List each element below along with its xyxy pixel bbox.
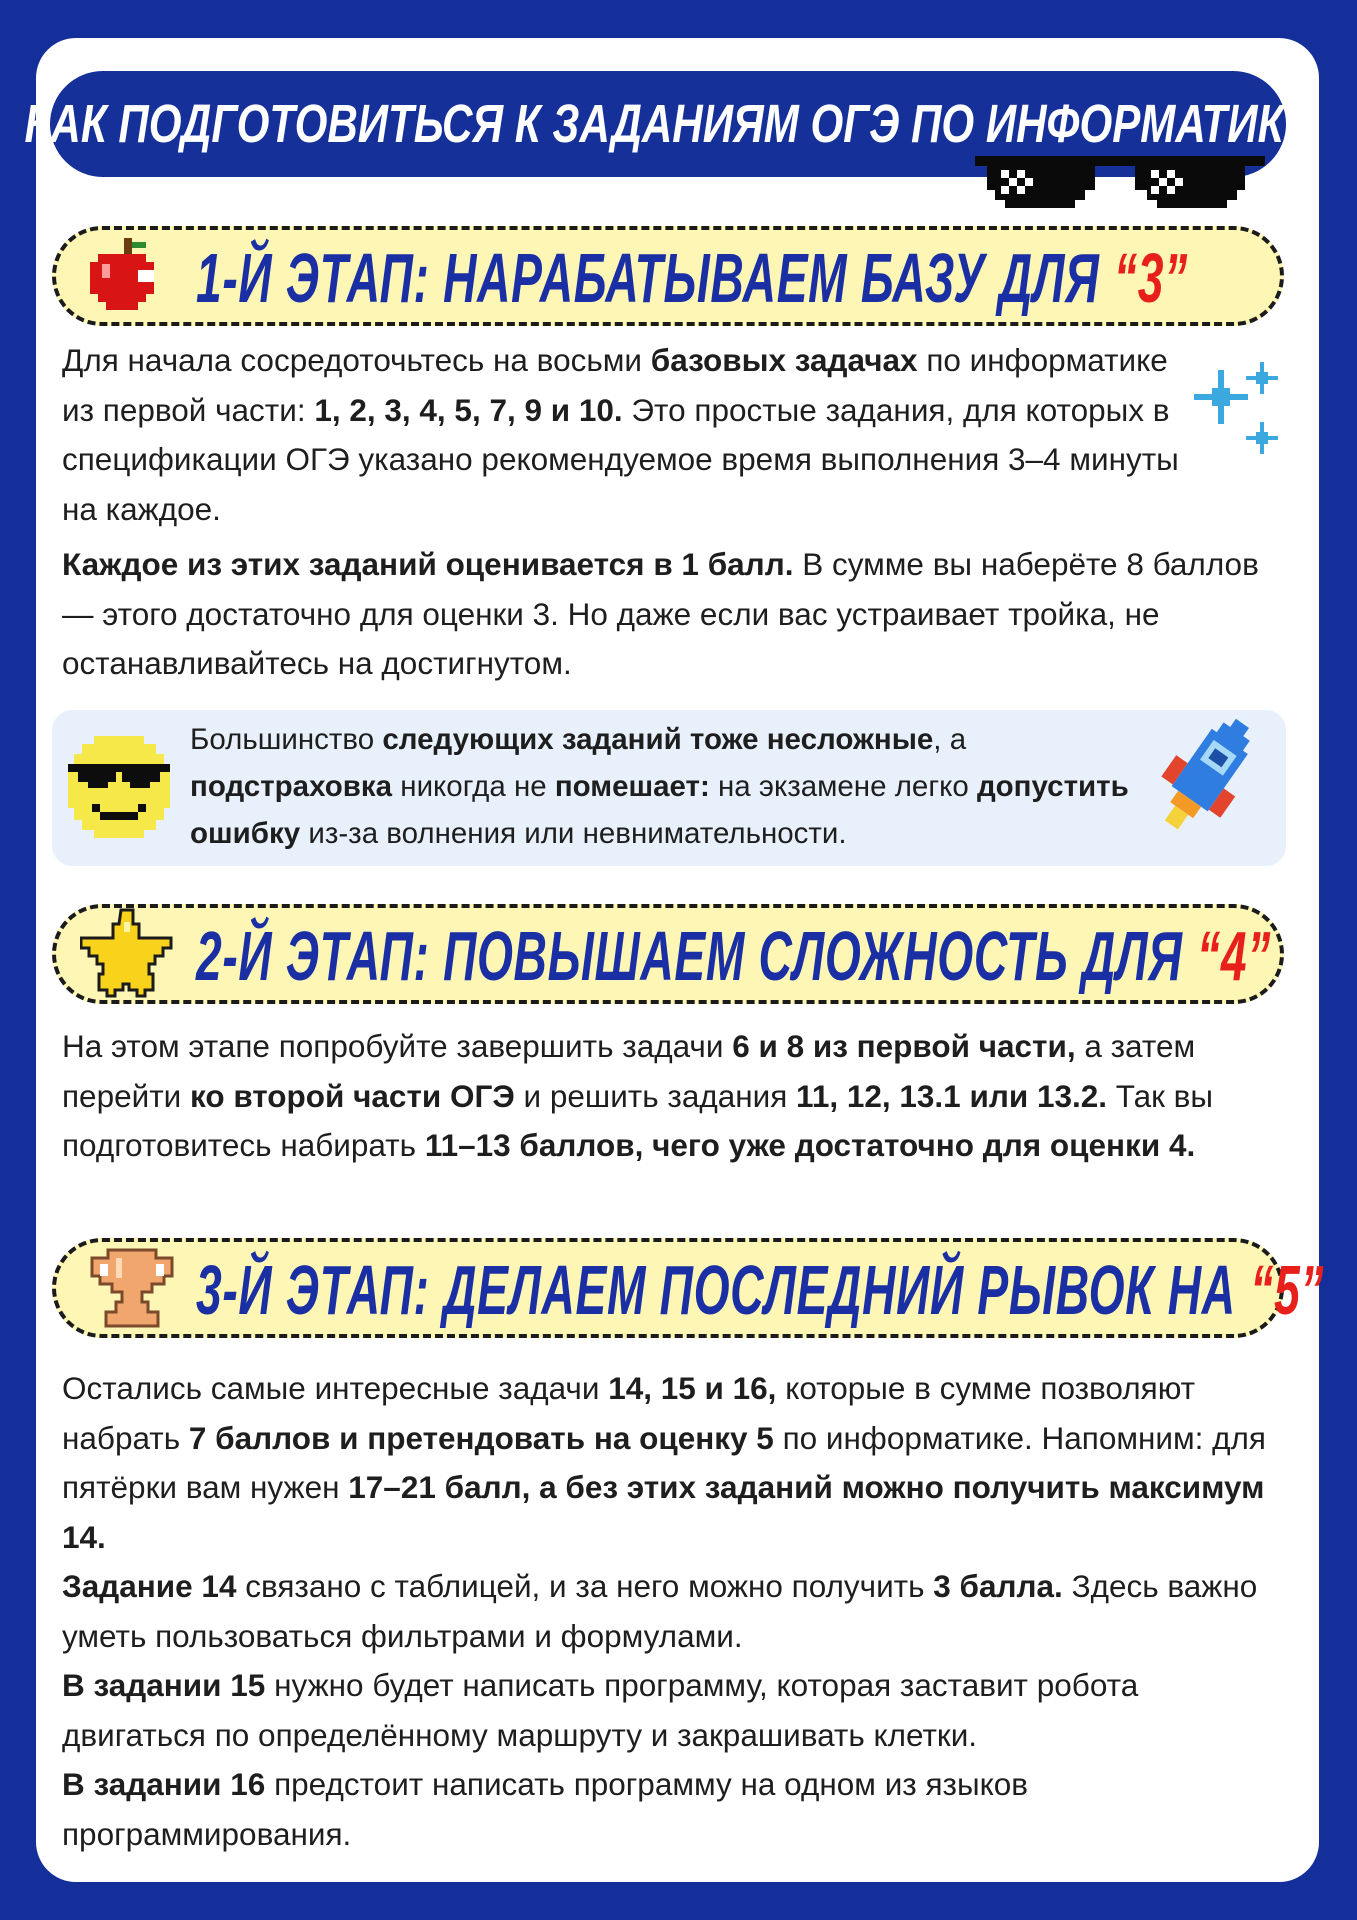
tip-text [190,716,1150,857]
text-run: 6 и 8 из первой части, [732,1028,1076,1064]
stage2-grade: “4” [1197,917,1272,995]
text-run: предстоит написать программу на одном из языков программирования. [62,1766,1029,1852]
text-run: В задании 16 [62,1766,266,1802]
stage3-title-text: 3-Й ЭТАП: ДЕЛАЕМ ПОСЛЕДНИЙ РЫВОК НА [196,1251,1236,1329]
stage3-paragraph-1 [62,1364,1277,1562]
stage1-paragraph-1 [62,336,1187,534]
sparkle-icon [1190,360,1290,470]
text-run: Задание 14 [62,1568,237,1604]
stage2-paragraph-1 [62,1022,1277,1171]
stage3-grade: “5” [1250,1251,1325,1329]
text-run: 11, 12, 13.1 или 13.2. [796,1077,1108,1114]
text-run: и решить задания [514,1077,797,1114]
text-run: Так вы подготовитесь набирать [62,1077,1214,1163]
stage2-title-text: 2-Й ЭТАП: ПОВЫШАЕМ СЛОЖНОСТЬ ДЛЯ [196,917,1183,995]
text-run: 7 баллов и претендовать на оценку 5 [188,1419,774,1456]
stage1-banner [52,226,1284,326]
text-run: допустить ошибку [190,770,1129,850]
stage2-banner [52,904,1284,1004]
text-run: Для начала сосредоточьтесь на восьми [62,342,651,378]
text-run: помешает: [554,770,710,803]
stage3-paragraph-2 [62,1562,1277,1661]
stage1-paragraph-2 [62,540,1277,689]
pixel-apple-icon [80,236,164,318]
stage3-title [196,1248,1324,1332]
stage2-title [196,914,1271,998]
text-run: 11–13 баллов, чего уже достаточно для оценки 4. [424,1127,1196,1163]
text-run: а затем перейти [62,1028,1196,1114]
stage3-banner [52,1238,1325,1338]
text-run: Остались самые интересные задачи [62,1370,609,1406]
text-run: Здесь важно уметь пользоваться фильтрами и формулами. [62,1568,1258,1654]
text-run: базовых задачах [650,342,918,378]
text-run: 1, 2, 3, 4, 5, 7, 9 и 10. [314,391,623,428]
text-run: На этом этапе попробуйте завершить задачи [62,1028,733,1064]
text-run: 3 балла. [933,1568,1063,1604]
stage1-grade: “3” [1114,239,1188,317]
pixel-star-icon [80,908,174,998]
text-run: ко второй части ОГЭ [189,1077,515,1114]
text-run: В сумме вы наберёте 8 баллов — этого достаточно для оценки 3. Но даже если вас устраивает тройка, не останавливайтесь на достигнутом. [62,546,1259,681]
text-run: связано с таблицей, и за него можно получить [236,1568,934,1604]
text-run: нужно будет написать программу, которая заставит робота двигаться по определённому маршруту и закрашивать клетки. [62,1667,1139,1753]
text-run: следующих заданий тоже несложные [382,723,934,756]
text-run: по информатике из первой части: [62,342,1168,428]
stage3-paragraph-4 [62,1760,1277,1859]
text-run: из-за волнения или невнимательности. [300,817,847,850]
text-run: Это простые задания, для которых в спецификации ОГЭ указано рекомендуемое время выполнения 3–4 минуты на каждое. [62,391,1179,527]
pixel-sunglasses-icon [975,150,1265,220]
stage3-paragraph-3 [62,1661,1277,1760]
text-run: В задании 15 [62,1667,266,1703]
text-run: Каждое из этих заданий оценивается в 1 балл. [62,546,794,582]
pixel-smiley-sunglasses-icon [64,732,174,842]
text-run: , а [933,723,967,756]
pixel-rocket-icon [1140,704,1260,864]
stage1-title-text: 1-Й ЭТАП: НАРАБАТЫВАЕМ БАЗУ ДЛЯ [196,239,1100,317]
text-run: подстраховка [190,770,393,803]
text-run: Большинство [190,723,383,756]
text-run: 17–21 балл, а без этих заданий можно получить максимум 14. [62,1469,1265,1555]
text-run: которые в сумме позволяют набрать [62,1370,1196,1456]
text-run: по информатике. Напомним: для пятёрки вам нужен [62,1419,1266,1505]
page-title: КАК ПОДГОТОВИТЬСЯ К ЗАДАНИЯМ ОГЭ ПО ИНФОРМАТИКЕ [24,94,1312,154]
text-run: 14, 15 и 16, [608,1370,777,1406]
pixel-trophy-icon [86,1246,178,1330]
text-run: никогда не [392,770,555,803]
stage1-title [196,236,1188,320]
text-run: на экзамене легко [709,770,977,803]
